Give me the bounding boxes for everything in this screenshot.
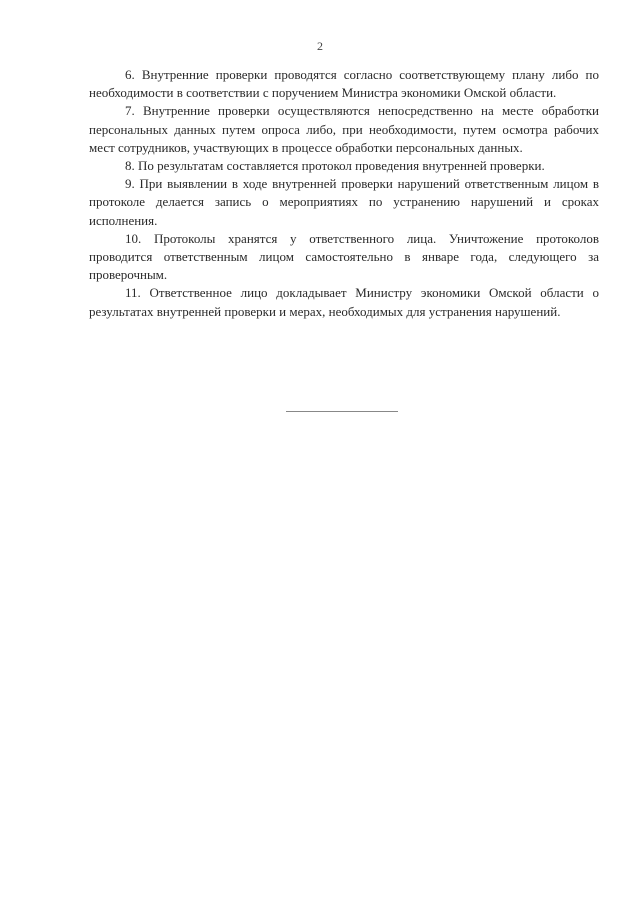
paragraph-10: 10. Протоколы хранятся у ответственного лица. Уничтожение протоколов проводится ответственным лицом самостоятельно в январе года, следующего за проверочным. xyxy=(89,230,599,283)
paragraph-6: 6. Внутренние проверки проводятся согласно соответствующему плану либо по необходимости в соответствии с поручением Министра экономики Омской области. xyxy=(89,67,599,101)
paragraph-7: 7. Внутренние проверки осуществляются непосредственно на месте обработки персональных данных путем опроса либо, при необходимости, путем осмотра рабочих мест сотрудников, участвующих в процессе обработки персональных данных. xyxy=(89,103,599,155)
document-body xyxy=(89,66,599,321)
paragraph-11: 11. Ответственное лицо докладывает Министру экономики Омской области о результатах внутренней проверки и мерах, необходимых для устранения нарушений. xyxy=(89,285,599,319)
page-number: 2 xyxy=(317,39,323,53)
paragraph-9: 9. При выявлении в ходе внутренней проверки нарушений ответственным лицом в протоколе делается запись о мероприятиях по устранению нарушений и сроках исполнения. xyxy=(89,176,599,228)
end-separator-line xyxy=(286,411,398,412)
paragraph-8: 8. По результатам составляется протокол проведения внутренней проверки. xyxy=(125,158,545,174)
